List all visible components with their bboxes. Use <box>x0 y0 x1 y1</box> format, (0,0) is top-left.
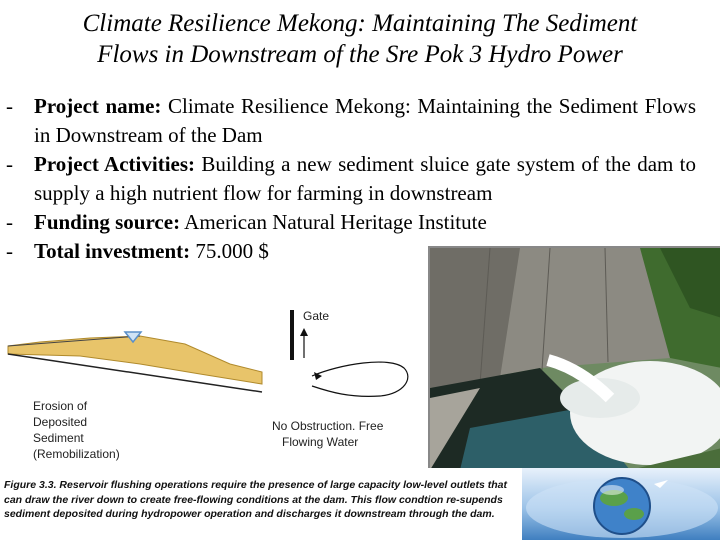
bullet-value: Climate Resilience Mekong: Maintaining the Sediment Flows in Downstream of the Dam <box>34 94 697 147</box>
bullet-text <box>34 150 696 208</box>
flow-label-line: No Obstruction. Free <box>272 419 384 433</box>
bullet-project-activities <box>6 150 696 208</box>
erosion-label-line: Deposited <box>33 415 88 429</box>
erosion-label-line: (Remobilization) <box>33 447 120 461</box>
globe-highlight <box>600 485 624 495</box>
dam-photo <box>428 246 720 468</box>
bullet-text <box>34 92 696 150</box>
flushing-diagram <box>0 298 430 470</box>
flow-label <box>272 419 387 449</box>
erosion-label-line: Sediment <box>33 431 84 445</box>
bullet-label: Total investment: <box>34 239 191 263</box>
gate-label: Gate <box>303 309 330 323</box>
flow-curve <box>312 362 408 396</box>
globe-sphere <box>594 478 650 534</box>
bullet-label: Funding source: <box>34 210 181 234</box>
globe-icon <box>522 468 720 540</box>
dam-photo-drawing <box>430 248 720 468</box>
bullet-project-name <box>6 92 696 150</box>
figure-caption-box <box>0 472 522 540</box>
slide-title <box>0 8 720 70</box>
erosion-label <box>33 399 120 461</box>
bullet-list <box>6 92 696 266</box>
bullet-value: 75.000 $ <box>190 239 269 263</box>
bullet-value: American Natural Heritage Institute <box>180 210 487 234</box>
slide-title-line-1: Climate Resilience Mekong: Maintaining The Sediment <box>82 10 638 37</box>
figure-caption: Figure 3.3. Reservoir flushing operations require the presence of large capacity low-level outlets that can draw the river down to create free-flowing conditions at the dam. This flow condtion re-supends sediment deposited during hydropower operation and discharges it downstream through the dam. <box>4 479 507 520</box>
slide-title-line-2: Flows in Downstream of the Sre Pok 3 Hydro Power <box>97 41 623 68</box>
bullet-funding-source <box>6 208 696 237</box>
flow-label-line: Flowing Water <box>282 435 359 449</box>
globe-land <box>624 508 644 520</box>
bullet-dash: - <box>6 239 13 263</box>
bullet-dash: - <box>6 152 13 176</box>
bullet-dash: - <box>6 210 13 234</box>
erosion-label-line: Erosion of <box>33 399 88 413</box>
bullet-value: Building a new sediment sluice gate system of the dam to supply a high nutrient flow for farming in downstream <box>34 152 696 205</box>
globe-decoration <box>522 468 720 540</box>
bullet-label: Project Activities: <box>34 152 196 176</box>
bullet-text <box>34 208 696 237</box>
bullet-label: Project name: <box>34 94 162 118</box>
bullet-dash: - <box>6 94 13 118</box>
gate-arrow-head <box>300 328 308 336</box>
